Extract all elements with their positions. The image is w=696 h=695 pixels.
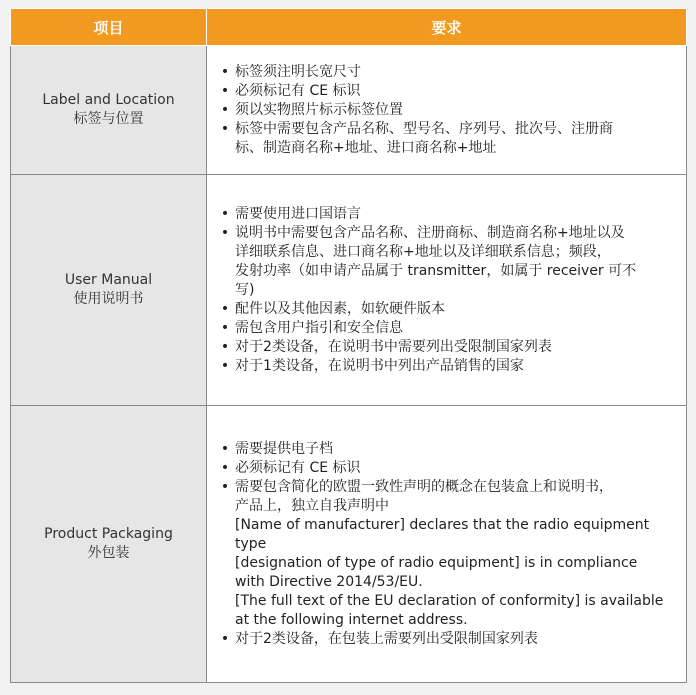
bullet-icon: • [220, 357, 230, 374]
category-cell [11, 175, 207, 406]
table-row [11, 406, 687, 683]
requirement-text: [The full text of the EU declaration of conformity] is available [235, 592, 664, 609]
bullet-icon: • [220, 440, 230, 457]
requirements-cell [207, 175, 687, 406]
category-english: User Manual [64, 272, 153, 288]
requirement-text: 需要包含简化的欧盟一致性声明的概念在包装盒上和说明书， [235, 478, 613, 495]
table-header-row [11, 9, 687, 46]
requirement-item [211, 82, 678, 101]
bullet-icon: • [220, 63, 230, 80]
requirement-text: 须以实物照片标示标签位置 [235, 101, 403, 118]
requirement-item [211, 224, 678, 300]
requirement-text: [Name of manufacturer] declares that the radio equipment [235, 516, 650, 533]
requirement-item [211, 630, 678, 649]
requirement-item [211, 63, 678, 82]
bullet-icon: • [220, 120, 230, 137]
requirements-table [10, 8, 687, 683]
requirement-text: 需要使用进口国语言 [235, 205, 361, 222]
requirement-item [211, 338, 678, 357]
requirement-item [211, 120, 678, 158]
category-cell [11, 406, 207, 683]
bullet-icon: • [220, 82, 230, 99]
requirement-text: 必须标记有 CE 标识 [235, 82, 361, 99]
requirement-text: 必须标记有 CE 标识 [235, 459, 361, 476]
category-cell [11, 46, 207, 175]
bullet-icon: • [220, 101, 230, 118]
requirement-text: 需要提供电子档 [235, 440, 333, 457]
requirement-text: at the following internet address. [235, 611, 468, 628]
header-requirement: 要求 [207, 9, 687, 46]
bullet-icon: • [220, 300, 230, 317]
category-chinese: 标签与位置 [73, 111, 144, 127]
requirement-item [211, 101, 678, 120]
requirement-text: 详细联系信息、进口商名称+地址以及详细联系信息；频段， [235, 243, 611, 260]
bullet-icon: • [220, 224, 230, 241]
requirement-item [211, 478, 678, 630]
category-english: Product Packaging [44, 526, 173, 542]
requirement-text: 发射功率（如申请产品属于 transmitter，如属于 receiver 可不 [235, 262, 637, 279]
bullet-icon: • [220, 459, 230, 476]
requirement-text: type [235, 535, 267, 552]
bullet-icon: • [220, 205, 230, 222]
requirement-text: [designation of type of radio equipment] is in compliance [235, 554, 638, 571]
requirement-item [211, 300, 678, 319]
requirement-text: 标签中需要包含产品名称、型号名、序列号、批次号、注册商 [235, 120, 613, 137]
category-english: Label and Location [42, 92, 175, 108]
requirement-text: 标、制造商名称+地址、进口商名称+地址 [235, 139, 497, 156]
table-row [11, 175, 687, 406]
requirement-list [211, 63, 678, 158]
requirement-text: 标签须注明长宽尺寸 [235, 63, 361, 80]
requirement-list [211, 440, 678, 649]
requirement-text: 写) [235, 281, 255, 298]
requirement-item [211, 205, 678, 224]
requirement-item [211, 440, 678, 459]
requirement-text: 需包含用户指引和安全信息 [235, 319, 403, 336]
requirement-list [211, 205, 678, 376]
requirement-text: 产品上，独立自我声明中 [235, 497, 389, 514]
bullet-icon: • [220, 630, 230, 647]
requirement-item [211, 357, 678, 376]
requirements-cell [207, 46, 687, 175]
bullet-icon: • [220, 338, 230, 355]
requirement-text: 对于2类设备，在说明书中需要列出受限制国家列表 [235, 338, 552, 355]
requirement-text: with Directive 2014/53/EU. [235, 573, 423, 590]
requirement-text: 说明书中需要包含产品名称、注册商标、制造商名称+地址以及 [235, 224, 625, 241]
requirements-cell [207, 406, 687, 683]
table-row [11, 46, 687, 175]
requirement-text: 对于1类设备，在说明书中列出产品销售的国家 [235, 357, 524, 374]
bullet-icon: • [220, 319, 230, 336]
category-chinese: 外包装 [87, 545, 130, 561]
requirement-item [211, 459, 678, 478]
bullet-icon: • [220, 478, 230, 495]
category-chinese: 使用说明书 [73, 291, 144, 307]
requirement-text: 对于2类设备，在包装上需要列出受限制国家列表 [235, 630, 538, 647]
requirement-text: 配件以及其他因素，如软硬件版本 [235, 300, 445, 317]
requirement-item [211, 319, 678, 338]
header-item: 项目 [11, 9, 207, 46]
